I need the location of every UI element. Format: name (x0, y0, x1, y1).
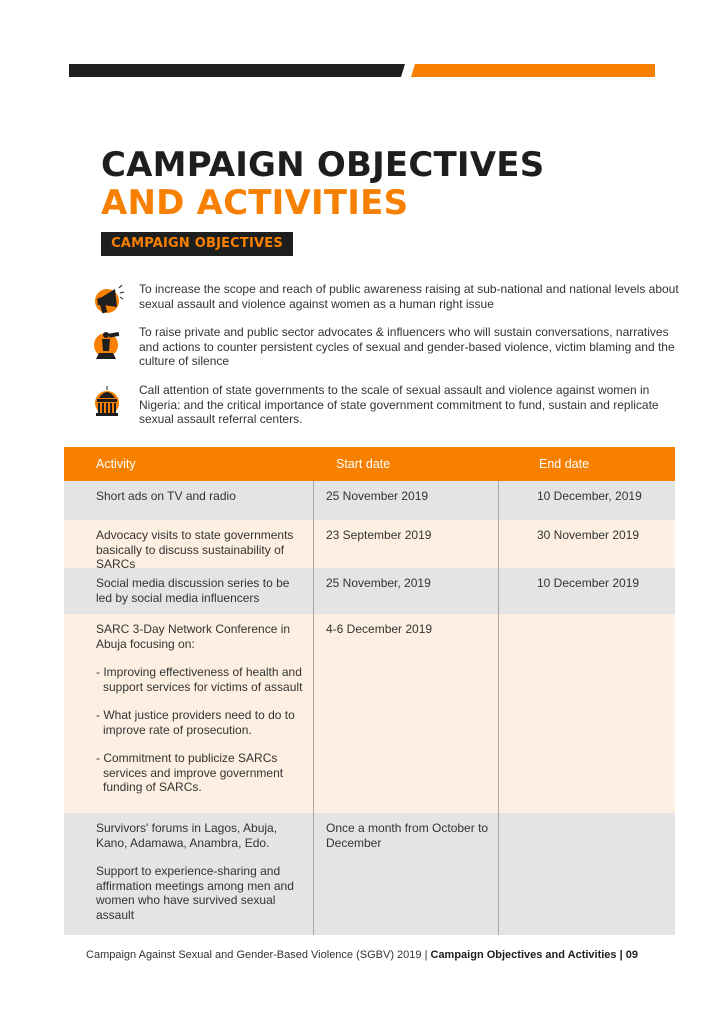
objective-item (93, 282, 689, 318)
activity-cell (64, 520, 314, 571)
page-footer (0, 949, 724, 961)
page-title-line1: CAMPAIGN OBJECTIVES (101, 145, 545, 185)
objective-item (93, 325, 689, 369)
table-row (64, 813, 675, 935)
activity-text: Support to experience-sharing and affirmation meetings among men and women who have survived sexual assault (96, 864, 294, 922)
objective-item (93, 383, 689, 427)
page-title-line2: AND ACTIVITIES (101, 183, 409, 223)
activity-cell (64, 568, 314, 614)
end-date-cell (499, 614, 675, 813)
start-date-cell: 23 September 2019 (314, 520, 499, 568)
header-end-date: End date (539, 457, 590, 471)
footer-publication: Campaign Against Sexual and Gender-Based Violence (SGBV) 2019 | (86, 949, 431, 961)
activity-cell (64, 481, 314, 520)
end-date-cell: 30 November 2019 (537, 528, 640, 542)
activities-table (64, 447, 675, 935)
section-label: CAMPAIGN OBJECTIVES (101, 232, 293, 256)
start-date-cell: 4-6 December 2019 (314, 614, 499, 813)
activity-text: Short ads on TV and radio (96, 489, 236, 503)
objective-text: Call attention of state governments to the scale of sexual assault and violence against women in Nigeria: and the critical importance of state government commitment to fund, sustain and replicate sexual assault referral centers. (139, 383, 659, 426)
start-date-cell: 25 November, 2019 (314, 568, 499, 614)
table-row (64, 614, 675, 813)
activity-bullet: - Commitment to publicize SARCs services and improve government funding of SARCs. (96, 751, 284, 794)
activity-bullet: - Improving effectiveness of health and support services for victims of assault (96, 665, 303, 694)
table-row (64, 520, 675, 571)
end-date-cell (499, 813, 675, 935)
header-start-date: Start date (336, 457, 391, 471)
footer-section-page: Campaign Objectives and Activities | 09 (430, 949, 638, 961)
activity-bullet: - What justice providers need to do to improve rate of prosecution. (96, 708, 295, 737)
objective-text: To raise private and public sector advocates & influencers who will sustain conversations, narratives and actions to counter persistent cycles of sexual and gender-based violence, victim blaming and the culture of silence (139, 325, 675, 368)
activity-cell (64, 614, 314, 813)
start-date-cell: Once a month from October to December (314, 813, 499, 935)
start-date-cell: 25 November 2019 (314, 481, 499, 520)
end-date-cell: 10 December 2019 (537, 576, 640, 590)
header-activity: Activity (96, 457, 136, 471)
table-header (64, 447, 675, 481)
end-date-cell: 10 December, 2019 (537, 489, 642, 503)
megaphone-icon (93, 282, 125, 318)
activity-cell (64, 813, 314, 935)
objective-text: To increase the scope and reach of public awareness raising at sub-national and national levels about sexual assault and violence against women as a human right issue (139, 282, 679, 311)
header-bar-dark (69, 64, 405, 77)
activity-text: Survivors' forums in Lagos, Abuja, Kano, Adamawa, Anambra, Edo. (96, 821, 278, 850)
table-row (64, 568, 675, 614)
activity-text: SARC 3-Day Network Conference in Abuja focusing on: (96, 622, 291, 651)
page-title (101, 146, 544, 222)
activity-text: Social media discussion series to be led by social media influencers (96, 576, 290, 605)
advocate-with-telescope-icon (93, 325, 125, 361)
table-row (64, 481, 675, 520)
activity-text: Advocacy visits to state governments basically to discuss sustainability of SARCs (96, 528, 294, 571)
government-building-icon (93, 383, 125, 419)
header-bar-orange (411, 64, 655, 77)
